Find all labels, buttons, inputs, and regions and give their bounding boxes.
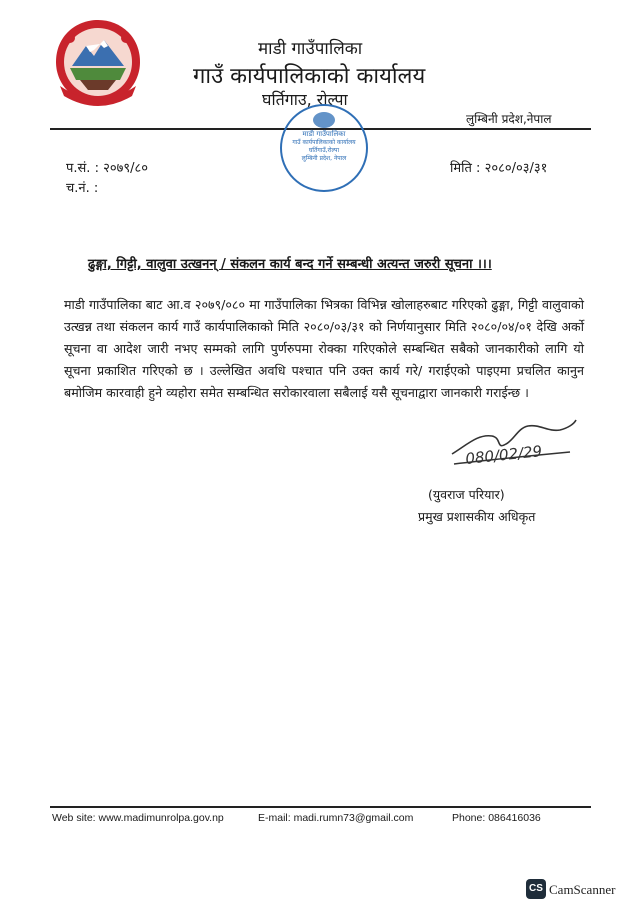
office-name: गाउँ कार्यपालिकाको कार्यालय bbox=[193, 64, 426, 89]
handwritten-signature bbox=[448, 414, 580, 474]
letter-date: मिति : २०८०/०३/३१ bbox=[450, 161, 548, 176]
camscanner-label: CamScanner bbox=[549, 882, 616, 897]
footer-phone: Phone: 086416036 bbox=[452, 812, 541, 824]
notice-body: माडी गाउँपालिका बाट आ.व २०७९/०८० मा गाउँपालिका भित्रका विभिन्न खोलाहरुबाट गरिएको ढुङ्गा, गिट्टी वालुवाको उत्खन्न तथा संकलन कार्य गाउँ कार्यपालिकाको मिति २०८०/०३/३१ को निर्णयानुसार मिति २०८०/०४/०१ देखि अर्को सूचना वा आदेश जारी नभए सम्मको लागि पुर्णरुपमा रोक्का गरिएकोले सम्बन्धित सबैको जानकारीको लागि यो सूचना प्रकाशित गरिएको छ । उल्लेखित अवधि पश्चात पनि उक्त कार्य गरे/ गराईएको पाइएमा प्रचलित कानुन बमोजिम कारवाही हुने व्यहोरा समेत सम्बन्धित सरोकारवाला सबैलाई यसै सूचनाद्वारा जानकारी गराईन्छ । bbox=[64, 297, 584, 400]
reference-number: प.सं. : २०७९/८० bbox=[66, 161, 149, 176]
province-name: लुम्बिनी प्रदेश,नेपाल bbox=[466, 112, 552, 126]
footer-divider bbox=[50, 806, 591, 808]
footer-website: Web site: www.madimunrolpa.gov.np bbox=[52, 812, 224, 824]
signatory-name: (युवराज परियार) bbox=[428, 487, 505, 502]
signature-date: 080/02/29 bbox=[464, 442, 543, 468]
office-stamp bbox=[280, 104, 368, 192]
office-address: घर्तिगाउ, रोल्पा bbox=[262, 90, 348, 109]
signatory-title: प्रमुख प्रशासकीय अधिकृत bbox=[418, 509, 536, 524]
nepal-emblem-logo bbox=[50, 16, 146, 108]
stamp-line-1: माडी गाउँपालिका bbox=[302, 130, 346, 138]
dispatch-number: च.नं. : bbox=[66, 181, 99, 196]
stamp-line-3: घर्तिगाउँ,रोल्पा bbox=[308, 147, 340, 154]
camscanner-logo: CS bbox=[526, 879, 546, 899]
stamp-line-2: गाउँ कार्यपालिकाको कार्यालय bbox=[292, 139, 356, 146]
municipality-name: माडी गाउँपालिका bbox=[258, 39, 363, 59]
stamp-line-4: लुम्बिनी प्रदेश, नेपाल bbox=[301, 155, 347, 162]
notice-subject: ढुङ्गा, गिट्टी, वालुवा उत्खनन् / संकलन कार्य बन्द गर्ने सम्बन्धी अत्यन्त जरुरी सूचना ।।। bbox=[88, 257, 492, 272]
footer-email: E-mail: madi.rumn73@gmail.com bbox=[258, 812, 414, 824]
stamp-emblem-icon bbox=[313, 112, 335, 128]
